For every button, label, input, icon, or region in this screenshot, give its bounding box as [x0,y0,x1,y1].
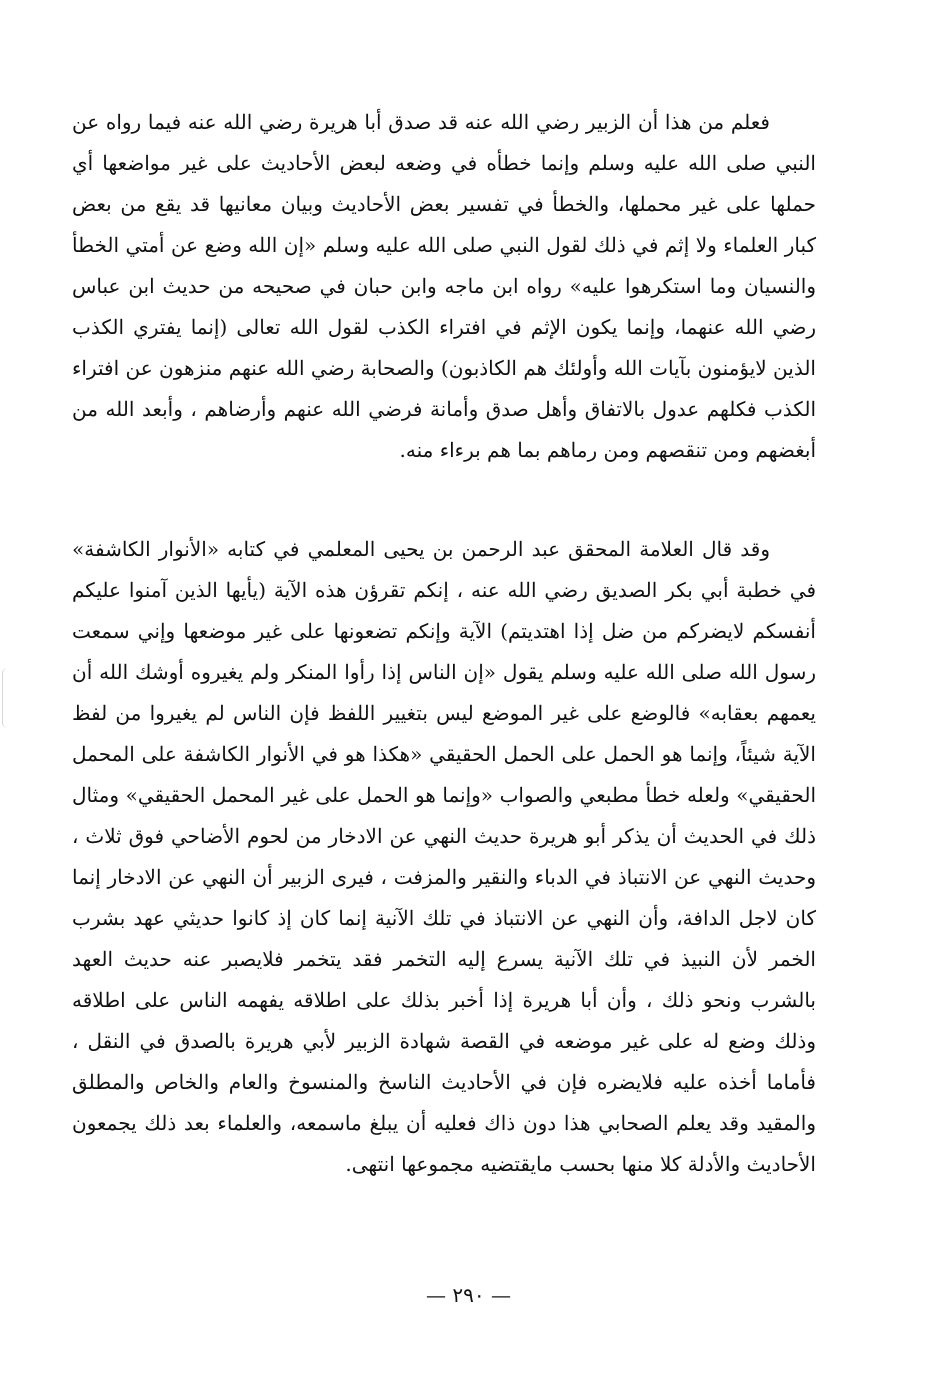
body-paragraph-2 [72,529,816,1185]
page-number: — ٢٩٠ — [426,1283,511,1307]
body-paragraph-1 [72,102,816,471]
scan-margin-mark [2,668,13,728]
paragraph-text: فعلم من هذا أن الزبير رضي الله عنه قد صدق أبا هريرة رضي الله عنه فيما رواه عن النبي صلى الله عليه وسلم وإنما خطأه في وضعه لبعض الأحاديث على غير مواضعها أي حملها على غير محملها، والخطأ في تفسير بعض الأحاديث وبيان معانيها قد يقع من بعض كبار العلماء ولا إثم في ذلك لقول النبي صلى الله عليه وسلم «إن الله وضع عن أمتي الخطأ والنسيان وما استكرهوا عليه» رواه ابن ماجه وابن حبان في صحيحه من حديث ابن عباس رضي الله عنهما، وإنما يكون الإثم في افتراء الكذب لقول الله تعالى (إنما يفتري الكذب الذين لايؤمنون بآيات الله وأولئك هم الكاذبون) والصحابة رضي الله عنهم منزهون عن افتراء الكذب فكلهم عدول بالاتفاق وأهل صدق وأمانة فرضي الله عنهم وأرضاهم ، وأبعد الله من أبغضهم ومن تنقصهم ومن رماهم بما هم برءاء منه. [71,110,817,462]
paragraph-text: وقد قال العلامة المحقق عبد الرحمن بن يحيى المعلمي في كتابه «الأنوار الكاشفة» في خطبة أبي بكر الصديق رضي الله عنه ، إنكم تقرؤن هذه الآية (يأيها الذين آمنوا عليكم أنفسكم لايضركم من ضل إذا اهتديتم) الآية وإنكم تضعونها على غير موضعها وإني سمعت رسول الله صلى الله عليه وسلم يقول «إن الناس إذا رأوا المنكر ولم يغيروه أوشك الله أن يعمهم بعقابه» فالوضع على غير الموضع ليس بتغيير اللفظ فإن الناس لم يغيروا من لفظ الآية شيئاً، وإنما هو الحمل على الحمل الحقيقي «هكذا هو في الأنوار الكاشفة على المحمل الحقيقي» ولعله خطأ مطبعي والصواب «وإنما هو الحمل على غير المحمل الحقيقي» ومثال ذلك في الحديث أن يذكر أبو هريرة حديث النهي عن الادخار من لحوم الأضاحي فوق ثلاث ، وحديث النهي عن الانتباذ في الدباء والنقير والمزفت ، فيرى الزبير أن النهي عن الادخار إنما كان لاجل الدافة، وأن النهي عن الانتباذ في تلك الآنية إنما كان إذ كانوا حديثي عهد بشرب الخمر لأن النبيذ في تلك الآنية يسرع إليه التخمر فقد يتخمر فلايصبر عنه حديث العهد بالشرب ونحو ذلك ، وأن أبا هريرة إذا أخبر بذلك على اطلاقه يفهمه الناس على اطلاقه وذلك وضع له على غير موضعه في القصة شهادة الزبير لأبي هريرة بالصدق في النقل ، فأماما أخذه عليه فلايضره فإن في الأحاديث الناسخ والمنسوخ والعام والخاص والمطلق والمقيد وقد يعلم الصحابي هذا دون ذاك فعليه أن يبلغ ماسمعه، والعلماء بعد ذلك يجمعون الأحاديث والأدلة كلا منها بحسب مايقتضيه مجموعها انتهى. [72,537,816,1176]
